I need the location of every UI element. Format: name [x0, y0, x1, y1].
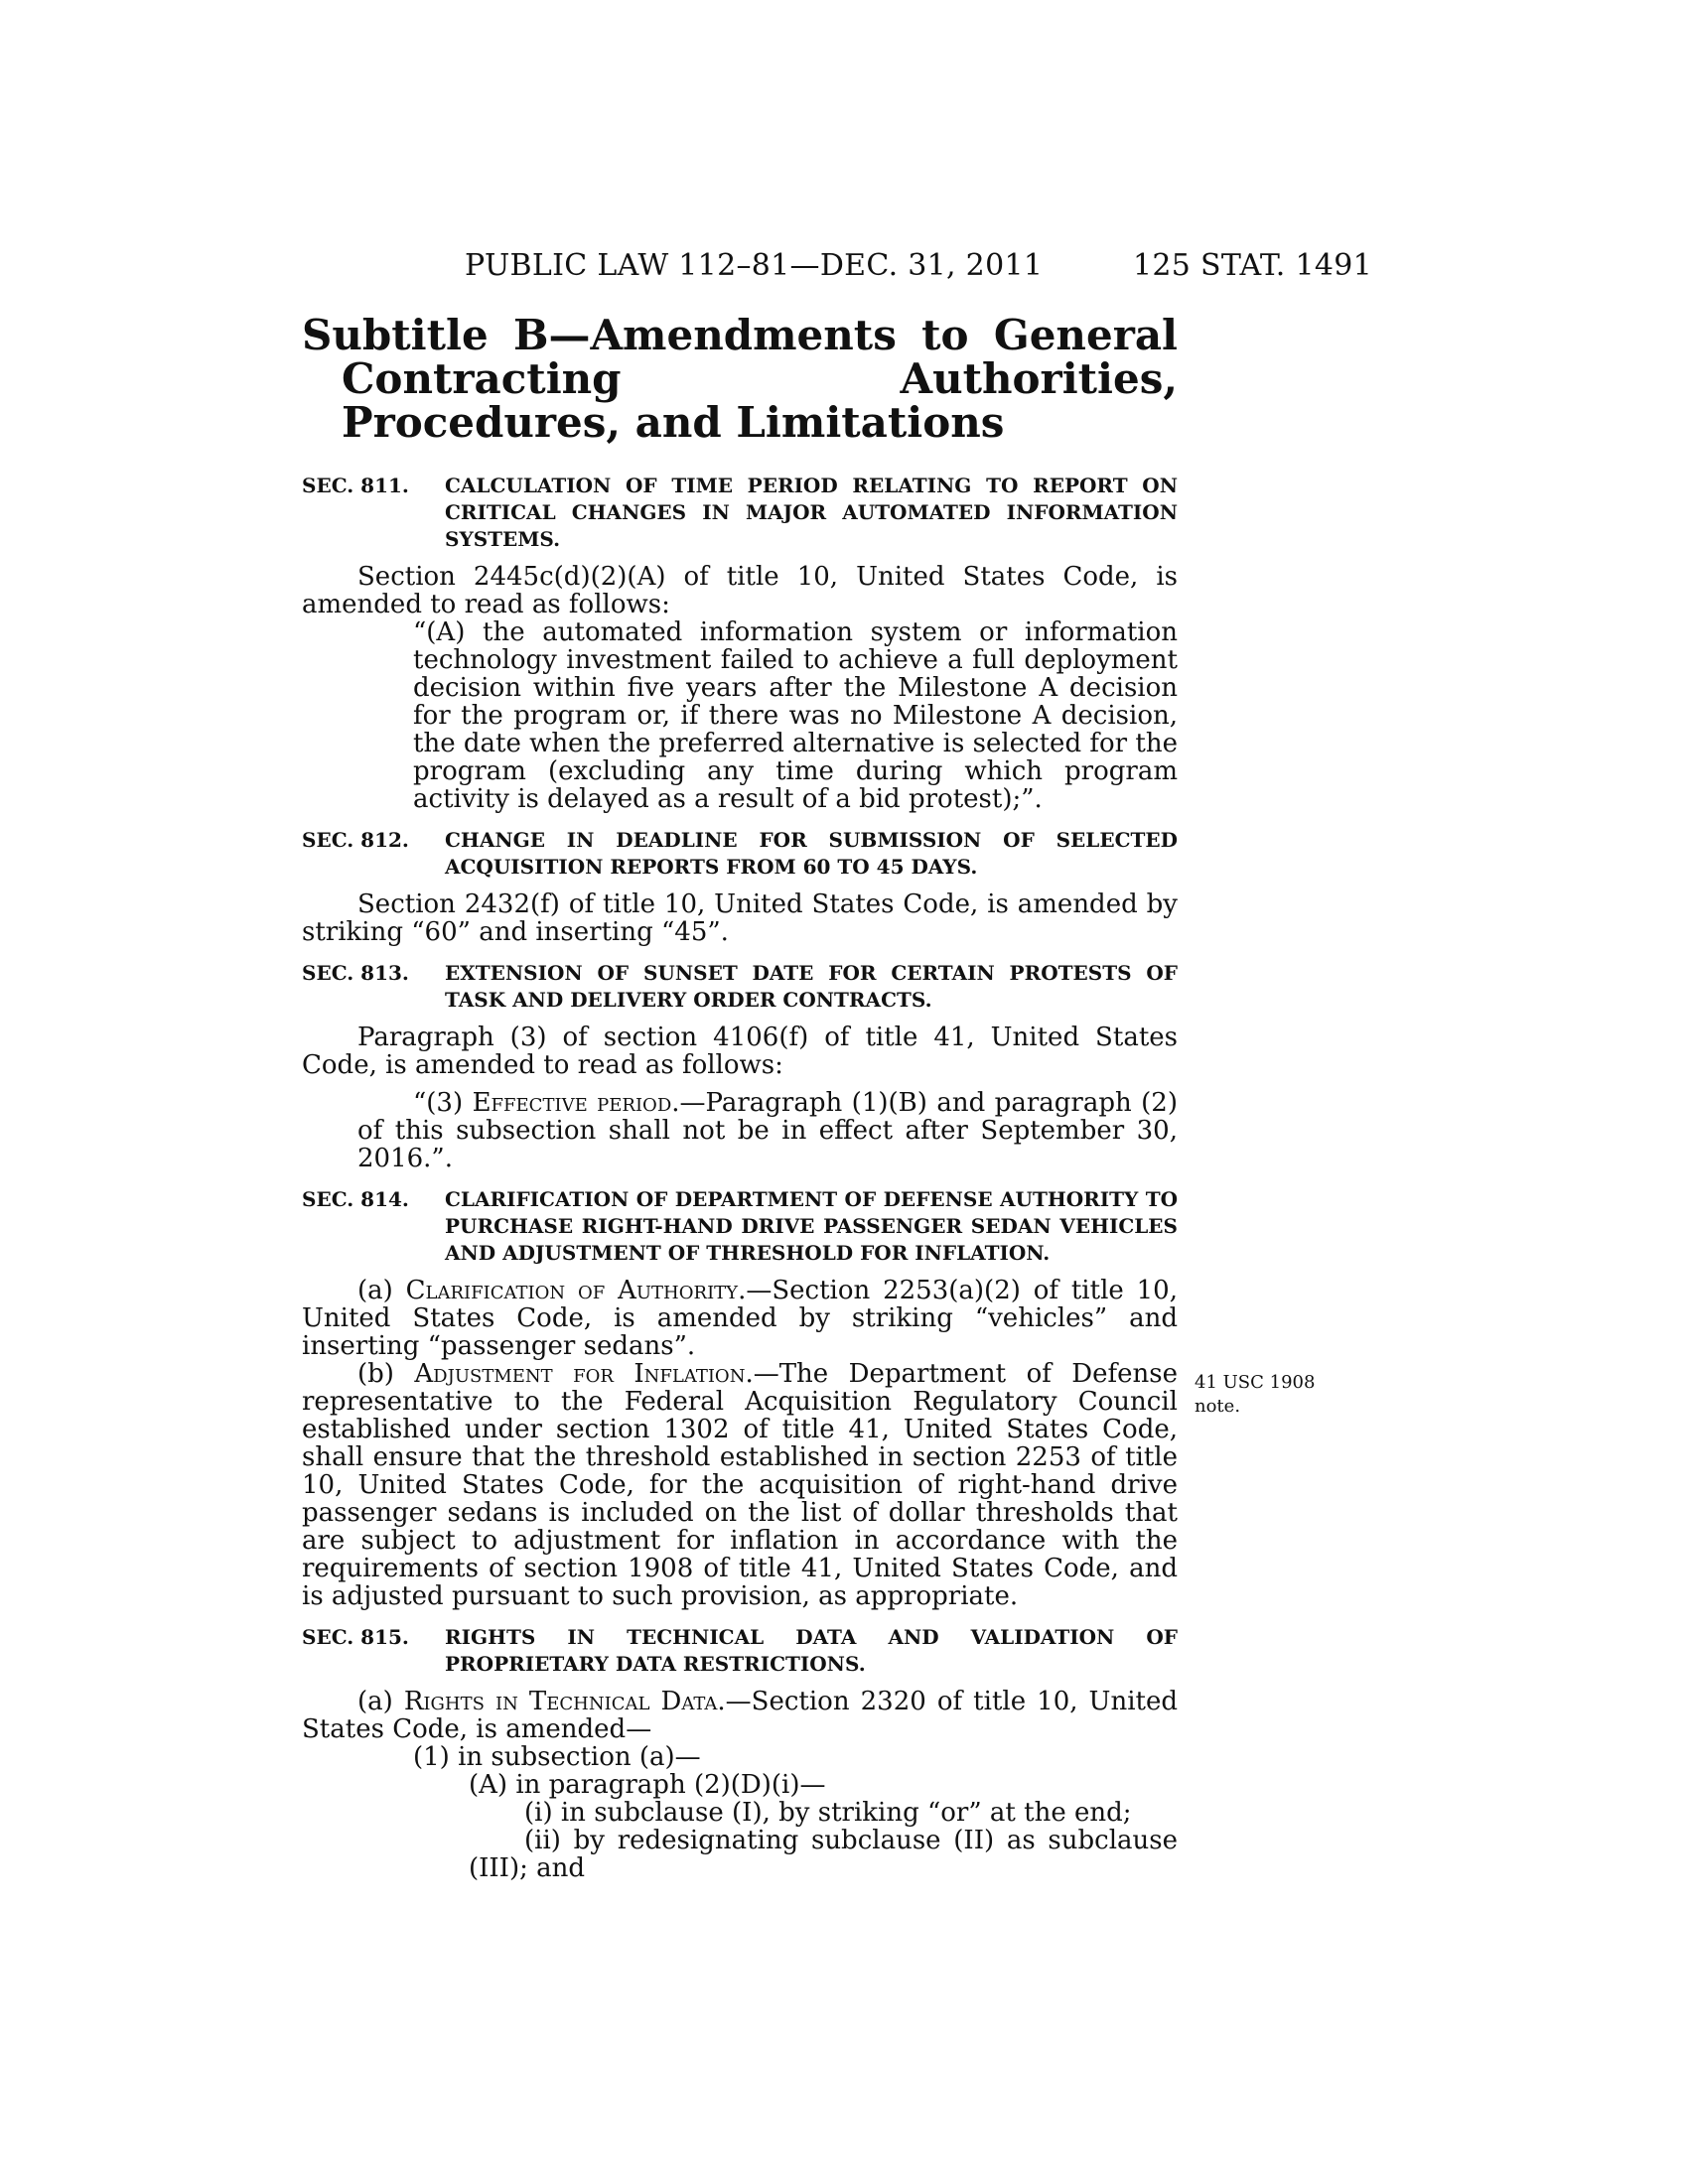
section-number: SEC. 811.	[302, 474, 409, 497]
subsection-text: .—Section 2320 of title 10, United States Code, is amended—	[302, 1687, 1178, 1744]
section-number: SEC. 814.	[302, 1187, 409, 1211]
section-811-quote: “(A) the automated information system or information technology investment failed to achieve a full deployment decision within five years after the Milestone A decision for the program or, if there was no Milestone A decision, the date when the preferred alternative is selected for the program (excluding any time during which program activity is delayed as a result of a bid protest);”.	[413, 617, 1178, 814]
section-812-heading	[302, 827, 1178, 881]
section-title: CLARIFICATION OF DEPARTMENT OF DEFENSE AUTHORITY TO PURCHASE RIGHT-HAND DRIVE PASSENGER SEDAN VEHICLES AND ADJUSTMENT OF THRESHOLD FOR INFLATION.	[445, 1187, 1178, 1265]
subsection-label: (b)	[357, 1359, 415, 1389]
section-title: EXTENSION OF SUNSET DATE FOR CERTAIN PROTESTS OF TASK AND DELIVERY ORDER CONTRACTS.	[445, 961, 1178, 1012]
section-number: SEC. 812.	[302, 828, 409, 852]
section-813-heading	[302, 960, 1178, 1014]
section-813-text: Paragraph (3) of section 4106(f) of title 41, United States Code, is amended to read as follows:	[302, 1023, 1178, 1080]
quote-paragraph-heading: Effective period	[472, 1088, 672, 1118]
subsection-heading: Rights in Technical Data	[403, 1687, 718, 1716]
running-header-stat: 125 STAT. 1491	[1133, 248, 1372, 283]
page-body	[302, 311, 1179, 1883]
section-815-subsection-a	[302, 1688, 1178, 1743]
subsection-text: .—Section 2253(a)(2) of title 10, United States Code, is amended by striking “vehicles” and inserting “passenger sedans”.	[302, 1276, 1178, 1361]
list-item-clause-i: (i) in subclause (I), by striking “or” at the end;	[524, 1798, 1132, 1828]
section-811-heading	[302, 473, 1178, 553]
subsection-text: .—The Department of Defense representative to the Federal Acquisition Regulatory Council established under section 1302 of title 41, United States Code, shall ensure that the threshold established in section 2253 of title 10, United States Code, for the acquisition of right-hand drive passenger sedans is included on the list of dollar thresholds that are subject to adjustment for inflation in accordance with the requirements of section 1908 of title 41, United States Code, and is adjusted pursuant to such provision, as appropriate.	[302, 1359, 1179, 1611]
section-811-text: Section 2445c(d)(2)(A) of title 10, United States Code, is amended to read as follows:	[302, 562, 1178, 619]
subsection-label: (a)	[357, 1687, 404, 1716]
running-header-law: PUBLIC LAW 112–81—DEC. 31, 2011	[465, 248, 1044, 283]
section-number: SEC. 815.	[302, 1625, 409, 1649]
section-814-subsection-b	[302, 1360, 1178, 1610]
section-title: CHANGE IN DEADLINE FOR SUBMISSION OF SELECTED ACQUISITION REPORTS FROM 60 TO 45 DAYS.	[445, 828, 1178, 879]
quote-paragraph-text: .—Paragraph (1)(B) and paragraph (2) of this subsection shall not be in effect after September 30, 2016.”.	[357, 1088, 1178, 1173]
margin-note-usc-citation: 41 USC 1908 note.	[1195, 1372, 1316, 1417]
section-813-quote	[302, 1089, 1178, 1172]
subsection-heading: Adjustment for Inflation	[414, 1359, 746, 1389]
section-title: RIGHTS IN TECHNICAL DATA AND VALIDATION OF PROPRIETARY DATA RESTRICTIONS.	[445, 1625, 1178, 1676]
section-812-text: Section 2432(f) of title 10, United States Code, is amended by striking “60” and inserting “45”.	[302, 889, 1178, 947]
section-814-heading	[302, 1186, 1178, 1267]
subtitle-heading: Subtitle B—Amendments to General Contracting Authorities, Procedures, and Limitations	[302, 311, 1178, 447]
quote-paragraph-label: “(3)	[413, 1088, 473, 1118]
list-item-paragraph-1: (1) in subsection (a)—	[413, 1742, 701, 1772]
list-item-subparagraph-a: (A) in paragraph (2)(D)(i)—	[469, 1770, 826, 1800]
section-814-subsection-a	[302, 1277, 1178, 1360]
section-815-heading	[302, 1624, 1178, 1678]
subsection-heading: Clarification of Authority	[405, 1276, 739, 1305]
subsection-label: (a)	[357, 1276, 406, 1305]
section-title: CALCULATION OF TIME PERIOD RELATING TO REPORT ON CRITICAL CHANGES IN MAJOR AUTOMATED INFORMATION SYSTEMS.	[445, 474, 1178, 551]
section-number: SEC. 813.	[302, 961, 409, 985]
list-item-clause-ii: (ii) by redesignating subclause (II) as subclause (III); and	[469, 1826, 1178, 1883]
